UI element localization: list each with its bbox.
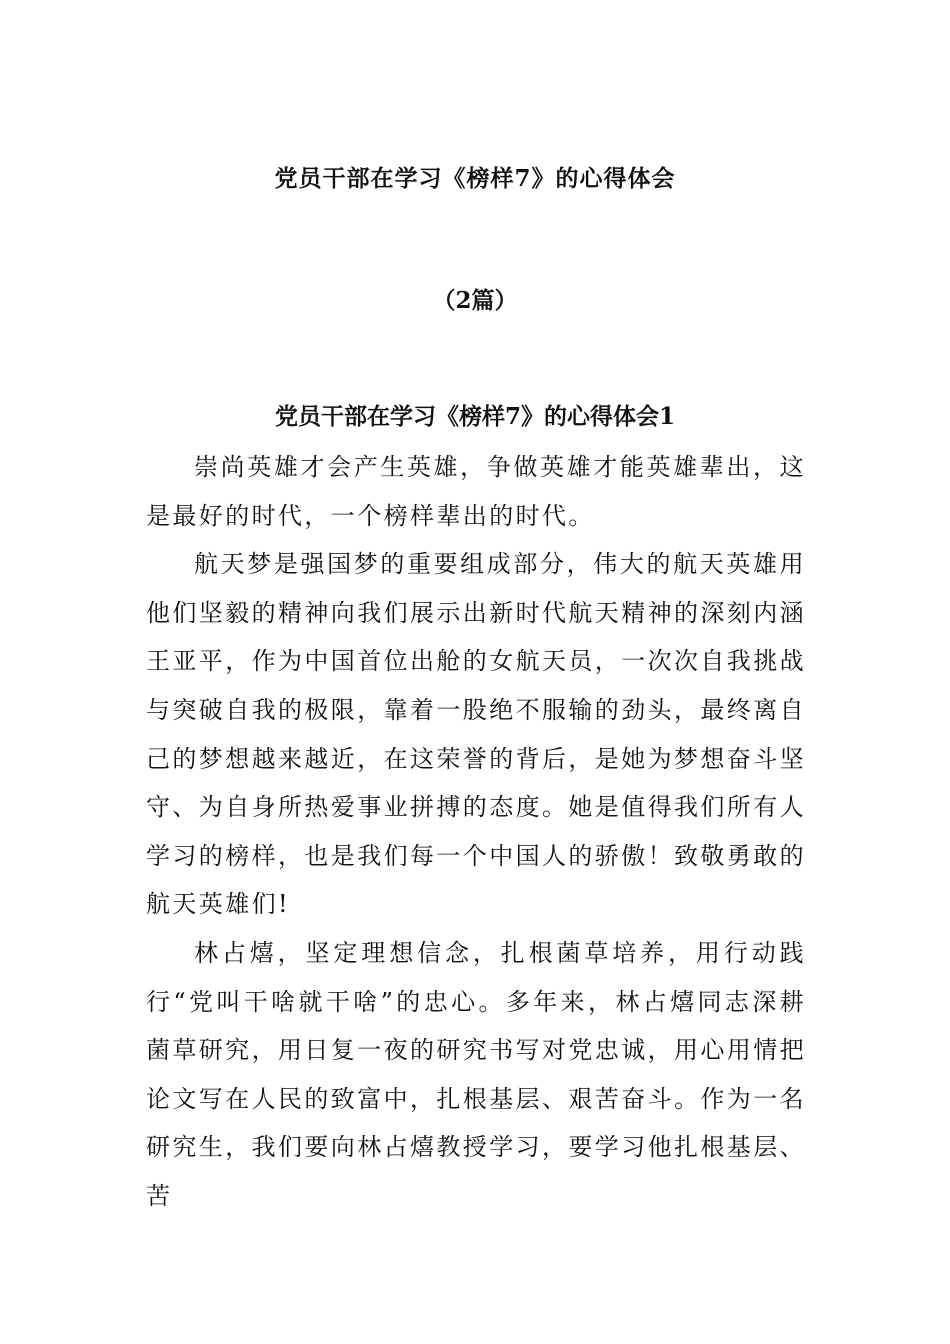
section-heading: 党员干部在学习《榜样7》的心得体会1	[274, 403, 675, 430]
paragraph: 崇尚英雄才会产生英雄，争做英雄才能英雄辈出，这是最好的时代，一个榜样辈出的时代。	[146, 453, 806, 530]
body-text	[146, 443, 806, 1221]
document-subtitle: （2篇）	[432, 287, 518, 314]
paragraph: 林占熺，坚定理想信念，扎根菌草培养，用行动践行“党叫干啥就干啥”的忠心。多年来，林占熺同志深耕菌草研究，用日复一夜的研究书写对党忠诚，用心用情把论文写在人民的致富中，扎根基层、艰苦奋斗。作为一名研究生，我们要向林占熺教授学习，要学习他扎根基层、苦	[146, 938, 806, 1210]
paragraph: 航天梦是强国梦的重要组成部分，伟大的航天英雄用他们坚毅的精神向我们展示出新时代航天精神的深刻内涵王亚平，作为中国首位出舱的女航天员，一次次自我挑战与突破自我的极限，靠着一股绝不服输的劲头，最终离自己的梦想越来越近，在这荣誉的背后，是她为梦想奋斗坚守、为自身所热爱事业拼搏的态度。她是值得我们所有人学习的榜样，也是我们每一个中国人的骄傲！致敬勇敢的航天英雄们!	[146, 550, 806, 919]
document-title: 党员干部在学习《榜样7》的心得体会	[274, 165, 676, 192]
